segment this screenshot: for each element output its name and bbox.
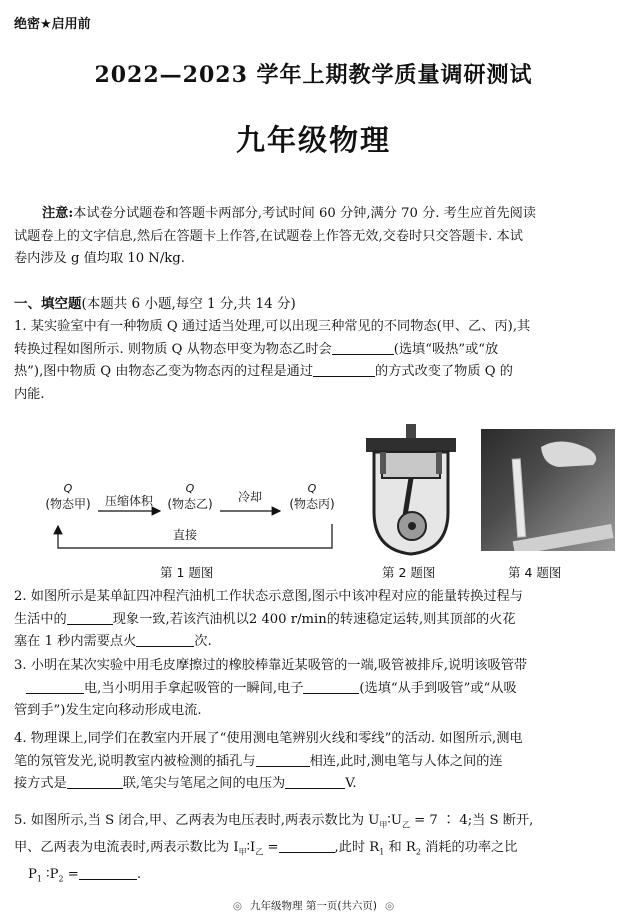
notice-block	[14, 203, 614, 271]
exhaust-valve	[436, 452, 442, 474]
notice-line-1: 本试卷分试题卷和答题卡两部分,考试时间 60 分钟,满分 70 分. 考生应首先阅读	[73, 206, 536, 221]
secret-label: 绝密★启用前	[14, 17, 91, 32]
q1-line-1: 1. 某实验室中有一种物质 Q 通过适当处理,可以出现三种常见的不同物态(甲、乙、丙),其	[14, 319, 531, 334]
exam-subject: 九年级物理	[235, 123, 391, 157]
q5-sub-jia-2: 甲	[238, 847, 247, 857]
figure-2-engine	[352, 422, 470, 560]
q4-line-2	[14, 751, 523, 774]
fig1-node-yi-symbol: Q	[185, 482, 195, 495]
q1-blank-2[interactable]	[313, 362, 375, 377]
q4-text-3b: 联,笔尖与笔尾之间的电压为	[122, 776, 286, 791]
fig2-caption: 第 2 题图	[382, 565, 436, 580]
footer-text: 九年级物理 第一页(共六页)	[249, 900, 378, 912]
page-footer	[0, 898, 627, 913]
q3-blank-2[interactable]	[303, 679, 359, 694]
q5-blank-2[interactable]	[79, 865, 137, 880]
fig1-arrow1-label: 压缩体积	[104, 494, 153, 508]
q5-text-3c: =	[63, 867, 79, 883]
q5-text-1c: = 7 ∶ 4;当 S 断开,	[409, 813, 534, 828]
cylinder-head	[366, 438, 456, 452]
q3-line-1: 3. 小明在某次实验中用毛皮摩擦过的橡胶棒靠近某吸管的一端,吸管被排斥,说明该吸管带	[14, 658, 528, 673]
notice-line-2: 试题卷上的文字信息,然后在答题卡上作答,在试题卷上作答无效,交卷时只交答题卡. 本试	[14, 228, 523, 244]
fig1-caption: 第 1 题图	[160, 565, 214, 580]
q3-text-2b: (选填“从手到吸管”或“从吸	[359, 680, 517, 696]
q3-line-2	[14, 678, 527, 701]
q1-text-3a: 热”),图中物质 Q 由物态乙变为物态丙的过程是通过	[14, 364, 314, 379]
question-3	[14, 655, 527, 723]
q2-text-3b: 次.	[194, 634, 212, 649]
figure-1	[20, 478, 350, 558]
q5-text-1a: 5. 如图所示,当 S 闭合,甲、乙两表为电压表时,两表示数比为 U	[14, 813, 380, 828]
q4-text-2a: 笔的氖管发光,说明教室内被检测的插孔与	[14, 753, 256, 769]
question-1	[14, 316, 530, 406]
fig1-node-jia-label: (物态甲)	[45, 497, 91, 511]
q1-line-2	[14, 339, 530, 362]
question-2	[14, 586, 523, 654]
q2-text-3a: 塞在 1 秒内需要点火	[14, 634, 137, 649]
q4-line-1: 4. 物理课上,同学们在教室内开展了“使用测电笔辨别火线和零线”的活动. 如图所示,测电	[14, 731, 523, 746]
fig4-caption: 第 4 题图	[508, 565, 562, 580]
fig1-node-bing-label: (物态丙)	[289, 497, 335, 511]
q1-text-3b: 的方式改变了物质 Q 的	[375, 364, 513, 379]
q5-text-2a: 甲、乙两表为电流表时,两表示数比为 I	[14, 840, 239, 856]
q4-text-3c: V.	[345, 776, 357, 791]
q3-text-2a: 电,当小明用手拿起吸管的一瞬间,电子	[84, 680, 304, 696]
q2-line-3	[14, 631, 523, 654]
q5-blank-1[interactable]	[279, 838, 335, 853]
section-note: (本题共 6 小题,每空 1 分,共 14 分)	[81, 296, 296, 312]
q4-text-3a: 接方式是	[14, 776, 67, 791]
q3-blank-1[interactable]	[26, 679, 84, 694]
q5-line-2	[14, 837, 533, 864]
question-5	[14, 810, 533, 891]
q5-sub-p2: 2	[58, 874, 64, 884]
q4-line-3	[14, 773, 523, 796]
q5-text-3b: ∶P	[41, 867, 59, 883]
footer-decor-right: ◎	[385, 900, 395, 912]
spark-plug-icon	[406, 424, 416, 440]
fig1-arrow-3	[58, 524, 332, 548]
q5-text-2d: ,此时 R	[334, 840, 380, 856]
q5-sub-yi-2: 乙	[255, 847, 264, 857]
q1-blank-1[interactable]	[332, 340, 394, 355]
fig1-arrow2-label: 冷却	[237, 490, 262, 504]
q1-text-2a: 转换过程如图所示. 则物质 Q 从物态甲变为物态乙时会	[14, 341, 332, 357]
q2-line-2	[14, 609, 523, 632]
fig1-node-yi-label: (物态乙)	[167, 497, 213, 511]
section-title: 一、填空题	[14, 296, 82, 312]
q5-text-3a: P	[28, 867, 37, 883]
q3-line-3: 管到手”)发生定向移动形成电流.	[14, 703, 202, 718]
q4-text-2b: 相连,此时,测电笔与人体之间的连	[309, 753, 503, 769]
fig1-node-bing-symbol: Q	[307, 482, 317, 495]
q5-sub-r2: 2	[415, 847, 421, 857]
fig1-arrow3-label: 直接	[172, 528, 197, 542]
q5-line-3	[14, 864, 533, 891]
q5-text-3d: .	[136, 867, 142, 883]
q1-line-3	[14, 361, 530, 384]
fig1-node-jia-symbol: Q	[63, 482, 73, 495]
intake-valve	[380, 452, 386, 474]
q4-blank-3[interactable]	[285, 774, 345, 789]
q5-text-2c: =	[263, 840, 279, 856]
q2-blank-1[interactable]	[67, 610, 113, 625]
q5-sub-p1: 1	[36, 874, 42, 884]
q5-text-1b: ∶U	[387, 813, 402, 828]
q1-line-4: 内能.	[14, 386, 45, 402]
question-4	[14, 728, 523, 796]
notice-label: 注意:	[42, 206, 74, 221]
q5-text-2f: 消耗的功率之比	[420, 840, 518, 856]
exam-title: 2022—2023 学年上期教学质量调研测试	[94, 62, 533, 88]
q5-line-1	[14, 810, 533, 837]
tester-pen-icon	[481, 429, 615, 551]
q5-sub-r1: 1	[379, 847, 385, 857]
q5-sub-jia-1: 甲	[379, 820, 388, 830]
notice-line-3: 卷内涉及 g 值均取 10 N/kg.	[14, 251, 185, 266]
q2-line-1: 2. 如图所示是某单缸四冲程汽油机工作状态示意图,图示中该冲程对应的能量转换过程与	[14, 589, 523, 604]
q1-text-2b: (选填“吸热”或“放	[393, 341, 499, 357]
q2-text-2a: 生活中的	[14, 611, 67, 627]
q5-text-2e: 和 R	[384, 840, 416, 856]
q5-text-2b: ∶I	[246, 840, 256, 856]
q4-blank-1[interactable]	[256, 752, 310, 767]
q5-sub-yi-1: 乙	[401, 820, 410, 830]
section-heading	[14, 292, 296, 312]
fig1-arrows	[20, 478, 350, 558]
footer-decor-left: ◎	[232, 900, 242, 912]
q4-blank-2[interactable]	[67, 774, 123, 789]
figure-4-photo	[481, 429, 615, 551]
piston	[382, 452, 440, 478]
q2-blank-2[interactable]	[136, 632, 194, 647]
q2-text-2b: 现象一致,若该汽油机以2 400 r/min的转速稳定运转,则其顶部的火花	[112, 611, 516, 627]
